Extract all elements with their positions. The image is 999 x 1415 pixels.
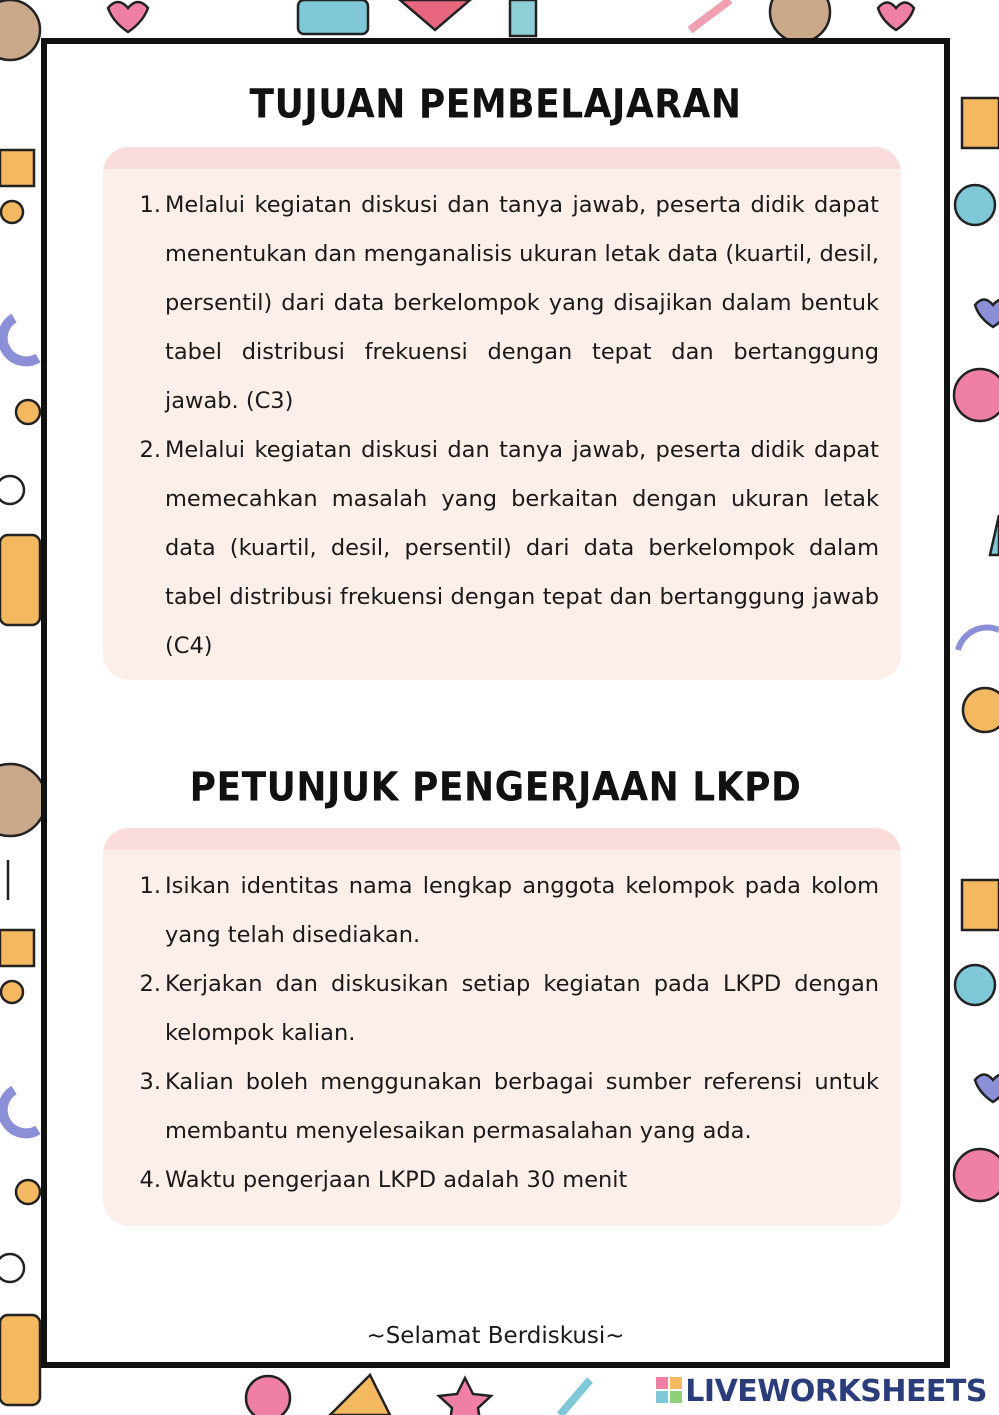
paper-plane-icon (330, 1375, 390, 1415)
list-item (139, 1058, 879, 1156)
globe-icon (963, 688, 999, 732)
heart-icon (975, 1075, 999, 1103)
box-icon (962, 98, 999, 148)
smiley-icon (955, 185, 995, 225)
triangle-icon (990, 515, 999, 555)
palette-icon (0, 764, 46, 836)
item-text: Melalui kegiatan diskusi dan tanya jawab, peserta didik dapat memecahkan masalah yang berkaitan dengan ukuran letak data (kuartil, desil, persentil) dari data berkelompok dalam tabel distribusi frekuensi dengan tepat dan bertanggung jawab (C4) (165, 437, 879, 659)
petunjuk-list (139, 862, 879, 1205)
calculator-icon (0, 1315, 40, 1405)
palette-icon (0, 0, 40, 60)
heart-icon (975, 300, 999, 328)
item-text: Isikan identitas nama lengkap anggota kelompok pada kolom yang telah disediakan. (165, 873, 879, 948)
pencil-icon (560, 1380, 590, 1415)
section-title-petunjuk: PETUNJUK PENGERJAAN LKPD (189, 764, 802, 811)
coin-icon (16, 400, 40, 424)
calculator-icon (0, 535, 40, 625)
worksheet-page (41, 38, 950, 1368)
ruler-icon (510, 0, 536, 36)
item-number: 4. (139, 1167, 161, 1193)
palette-icon (770, 0, 830, 42)
magnet-icon (3, 1090, 38, 1133)
item-text: Waktu pengerjaan LKPD adalah 30 menit (165, 1167, 628, 1193)
item-number: 2. (139, 971, 161, 997)
magnet-icon (3, 318, 38, 361)
heart-icon (878, 3, 914, 31)
rainbow-icon (958, 628, 999, 650)
coin-icon (1, 981, 23, 1003)
star-icon (439, 1378, 491, 1415)
item-text: Kerjakan dan diskusikan setiap kegiatan pada LKPD dengan kelompok kalian. (165, 971, 879, 1046)
coin-icon (16, 1180, 40, 1204)
item-text: Melalui kegiatan diskusi dan tanya jawab, peserta didik dapat menentukan dan menganalisis ukuran letak data (kuartil, desil, persentil) dari data berkelompok yang disajikan dalam bentuk tabel distribusi frekuensi dengan tepat dan bertanggung jawab. (C3) (165, 192, 879, 414)
list-item (139, 426, 879, 671)
tujuan-panel (103, 147, 901, 680)
item-number: 2. (139, 437, 161, 463)
item-number: 3. (139, 1069, 161, 1095)
item-text: Kalian boleh menggunakan berbagai sumber referensi untuk membantu menyelesaikan permasalahan yang ada. (165, 1069, 879, 1144)
brand-watermark[interactable] (655, 1374, 987, 1409)
glasses-icon (0, 1254, 24, 1282)
glasses-icon (0, 476, 24, 504)
list-item (139, 1156, 879, 1205)
brand-logo-icon (655, 1376, 683, 1404)
tujuan-list (139, 181, 879, 671)
closing-message: ~Selamat Berdiskusi~ (366, 1323, 625, 1349)
brand-text: LIVEWORKSHEETS (685, 1374, 987, 1409)
petunjuk-panel (103, 828, 901, 1226)
atom-icon (954, 1149, 999, 1201)
list-item (139, 960, 879, 1058)
coin-icon (1, 201, 23, 223)
pencil-icon (690, 0, 730, 30)
list-item (139, 181, 879, 426)
cone-icon (400, 0, 470, 30)
box-icon (962, 880, 999, 930)
ruler-icon (0, 150, 34, 186)
book-icon (298, 0, 368, 34)
smiley-icon (955, 965, 995, 1005)
item-number: 1. (139, 192, 161, 218)
ruler-icon (0, 930, 34, 966)
smiley-icon (246, 1376, 290, 1415)
item-number: 1. (139, 873, 161, 899)
section-title-tujuan: TUJUAN PEMBELAJARAN (249, 81, 742, 128)
heart-icon (108, 2, 148, 32)
list-item (139, 862, 879, 960)
atom-icon (954, 369, 999, 421)
